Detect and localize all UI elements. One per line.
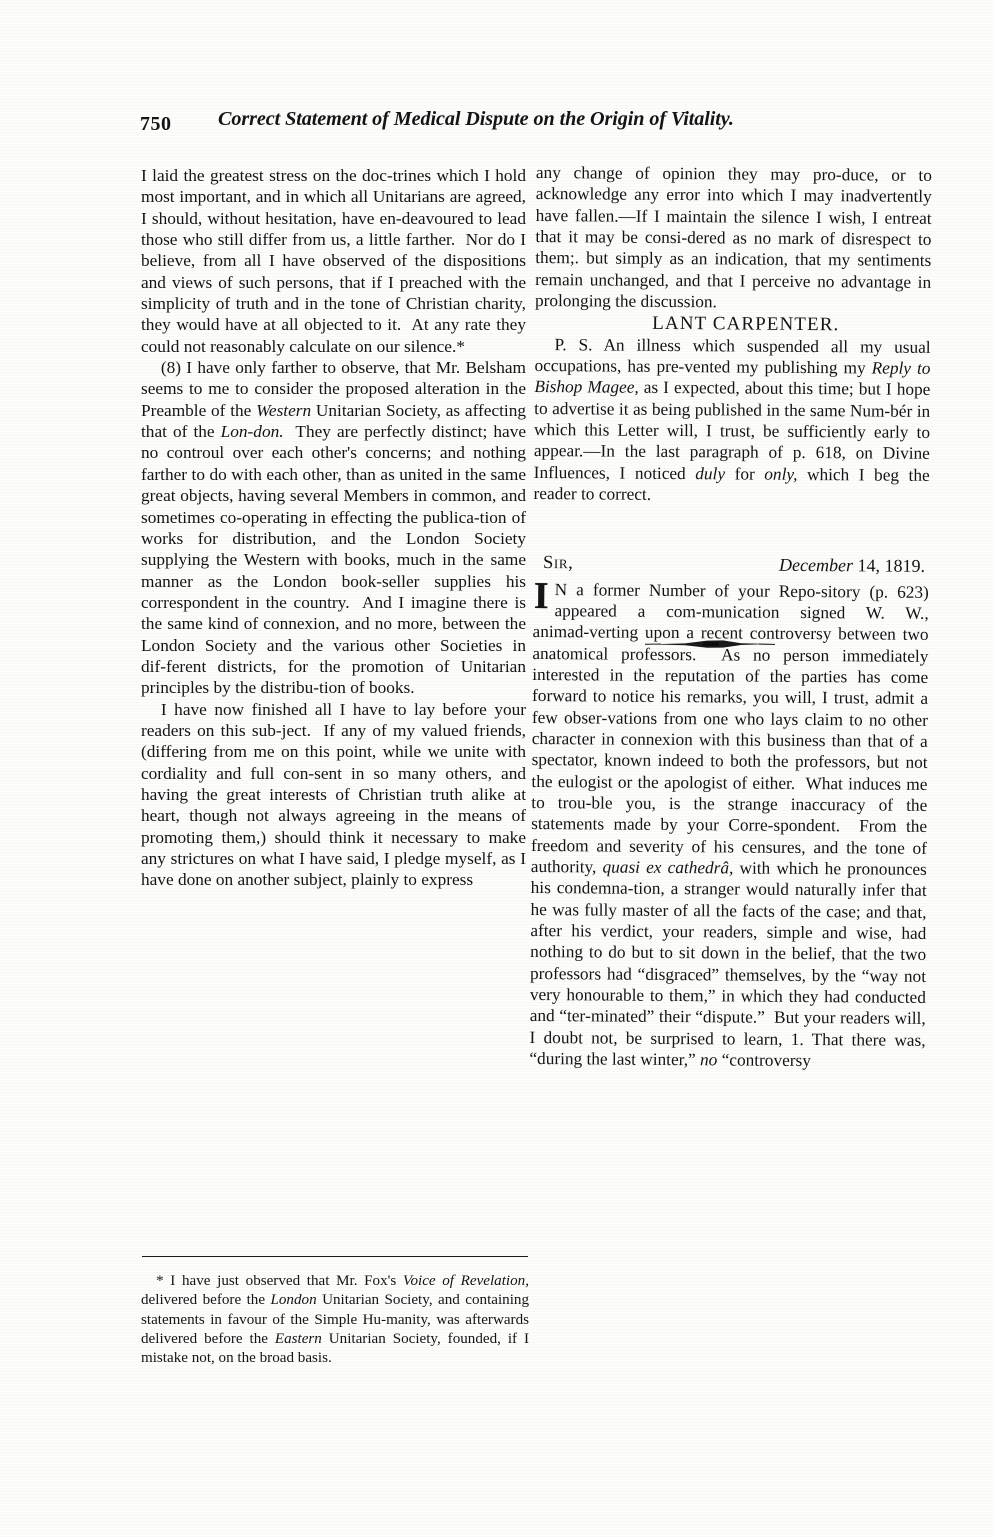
paragraph-left-3: I have now finished all I have to lay before your readers on this sub‑ject. If any of my valued friends, (differing from me on this point, while we unite with cordiality and full con‑sent in so many others, and having the great interests of Christian truth alike at heart, though not always agreeing in the means of promoting them,) should think it necessary to make any strictures on what I have said, I pledge myself, as I have done on another subject, plainly to express (141, 699, 526, 890)
italic-only: only, (764, 464, 798, 484)
italic-london-footnote: London (270, 1292, 317, 1309)
text-column-right (529, 162, 932, 1072)
italic-reply-to-bishop-magee: Reply to Bishop Magee, (534, 358, 931, 398)
page-folio-number: 750 (140, 113, 172, 135)
letter-signature: LANT CARPENTER. (652, 313, 840, 336)
paragraph-right-continuation: any change of opinion they may pro‑duce, or to acknowledge any error into which I may inadvertently have fallen.—If I maintain the silence I wish, I entreat that it may be consi‑dered as no mark of disrespect to them;. but simply as an indication, that my sentiments remain unchanged, and that I perceive no advantage in prolonging the discussion. (534, 162, 932, 312)
italic-no: no (699, 1050, 718, 1070)
italic-duly: duly (695, 463, 726, 484)
letter-salutation: Sir, (542, 552, 574, 573)
letter-date-numerals: 14, 1819. (857, 554, 926, 576)
italic-london: Lon‑don. (220, 422, 284, 442)
text-column-left (141, 165, 526, 891)
footnote-marker: * (156, 1273, 164, 1289)
footnote-text: * I have just observed that Mr. Fox's Voice of Revelation, delivered before the London Unitarian Society, and containing statements in favour of the Simple Hu‑manity, was afterwards delivered before the Eastern Unitarian Society, founded, if I mistake not, on the broad basis. (141, 1273, 529, 1367)
paragraph-left-1: I laid the greatest stress on the doc‑trines which I hold most important, and in which all Unitarians are agreed, I should, without hesitation, have en‑deavoured to lead those who still differ from us, a little farther. Nor do I believe, from all I have observed of the dispositions and views of such persons, that if I preached with the simplicity of truth and in the tone of Christian charity, they would have at all objected to it. At any rate they could not reasonably calculate on our silence.* (141, 166, 526, 356)
running-head-title: Correct Statement of Medical Dispute on the Origin of Vitality. (218, 108, 734, 130)
paragraph-postscript: P. S. An illness which suspended all my usual occupations, has pre‑vented my publishing my Reply to Bishop Magee, as I expected, about this time; but I hope to advertise it as being published in the same Num‑bér in which this Letter will, I trust, be sufficiently early to appear.—In the last paragraph of p. 618, on Divine Influences, I noticed duly for only, which I beg the reader to correct. (533, 334, 931, 505)
drop-cap-initial: I (533, 574, 549, 617)
paragraph-left-2: (8) I have only farther to observe, that Mr. Belsham seems to me to consider the proposed alteration in the Preamble of the Western Unitarian Society, as affecting that of the Lon‑don. They are perfectly distinct; have no controul over each other's concerns; and nothing farther to do with each other, than as united in the same great objects, having several Members in common, and sometimes co-operating in effecting the publica‑tion of works for distribution, and the London Society supplying the Western with books, much in the same manner as the London book‑seller supplies his correspondent in the country. And I imagine there is the same kind of connexion, and no more, between the London Society and the various other Societies in dif‑ferent districts, for the promotion of Unitarian principles by the distribu‑tion of books. (141, 358, 527, 698)
italic-voice-of-revelation: Voice of Revelation (402, 1273, 526, 1289)
italic-eastern: Eastern (274, 1330, 322, 1347)
running-head (140, 108, 870, 142)
footnote-separator-rule (142, 1256, 528, 1257)
italic-western: Western (256, 400, 312, 420)
letter-heading-row (533, 552, 929, 580)
paragraph-letter-body: I N a former Number of your Repo‑sitory (p. 623) appeared a com‑munication signed W. W., animad‑verting upon a recent controversy between two anatomical professors. As no person immediately interested in the reputation of the parties has come forward to notice his remarks, you will, I trust, admit a few obser‑vations from one who lays claim to no other character in connexion with this business than that of a spectator, known indeed to both the professors, but not the eulogist or the apologist of either. What induces me to trou‑ble you, is the strange inaccuracy of the statements made by your Corre‑spondent. From the freedom and severity of his censures, and the tone of authority, quasi ex cathedrâ, with which he pronounces his condemna‑tion, a stranger would naturally infer that he was fully master of all the facts of the case; and that, after his verdict, your readers, simple and wise, had nothing to do but to sit down in the belief, that the two professors had “disgraced” themselves, by the “way not very honourable to them,” in which they had conducted and “ter‑minated” their “dispute.” But your readers will, I doubt not, be surprised to learn, 1. That there was, “during the last winter,” no “controversy (529, 574, 929, 1071)
footnote-block (141, 1272, 529, 1368)
italic-quasi-ex-cathedra: quasi ex cathedrâ, (602, 857, 734, 878)
letter-dateline: December 14, 1819. (779, 554, 926, 576)
